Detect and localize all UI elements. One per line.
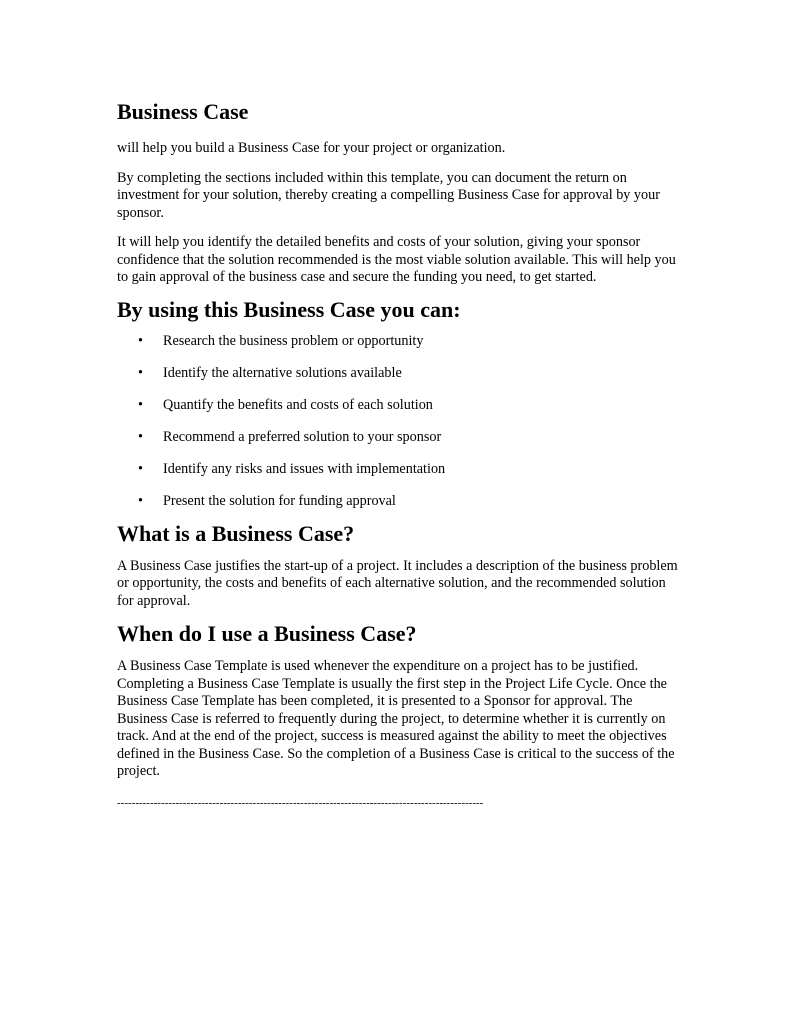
bullet-icon: • xyxy=(138,396,143,413)
list-item xyxy=(138,333,679,351)
list-item-text: Research the business problem or opportunity xyxy=(163,332,424,349)
bullet-icon: • xyxy=(138,332,143,349)
intro-text: will help you build a Business Case for your project or organization. xyxy=(117,140,506,156)
list-item xyxy=(138,461,679,479)
roi-paragraph: By completing the sections included within this template, you can document the return on investment for your solution, thereby creating a compelling Business Case for approval by your sponsor. xyxy=(117,169,660,221)
bullet-icon: • xyxy=(138,364,143,381)
benefits-list xyxy=(117,333,679,511)
using-heading: By using this Business Case you can: xyxy=(117,296,461,322)
when-heading: When do I use a Business Case? xyxy=(117,621,417,647)
page-title: Business Case xyxy=(117,99,249,124)
what-paragraph: A Business Case justifies the start-up of a project. It includes a description of the business problem or opportunity, the costs and benefits of each alternative solution, and the recommended solution for approval. xyxy=(117,557,678,609)
benefits-paragraph: It will help you identify the detailed benefits and costs of your solution, giving your sponsor confidence that the solution recommended is the most viable solution available. This will help you to gain approval of the business case and secure the funding you need, to get started. xyxy=(117,234,676,285)
list-item-text: Identify any risks and issues with implementation xyxy=(163,461,446,478)
list-item xyxy=(138,397,679,415)
list-item xyxy=(138,429,679,447)
when-paragraph: A Business Case Template is used whenever the expenditure on a project has to be justified. Completing a Business Case Template is usually the first step in the Project Life Cycle. Once the Business Case Template has been completed, it is presented to a Sponsor for approval. The Business Case is referred to frequently during the project, to determine whether it is currently on track. And at the end of the project, success is measured against the ability to meet the objectives defined in the Business Case. So the completion of a Business Case is critical to the success of the project. xyxy=(117,658,675,780)
list-item-text: Present the solution for funding approval xyxy=(163,493,396,510)
list-item xyxy=(138,365,679,383)
what-heading: What is a Business Case? xyxy=(117,520,355,546)
separator-line: ---------------------------------------------------------------------------------------------------- xyxy=(117,796,484,809)
list-item xyxy=(138,493,679,511)
bullet-icon: • xyxy=(138,429,143,446)
document-page xyxy=(117,98,679,810)
bullet-icon: • xyxy=(138,461,143,478)
list-item-text: Recommend a preferred solution to your sponsor xyxy=(163,429,442,446)
list-item-text: Identify the alternative solutions available xyxy=(163,364,402,381)
bullet-icon: • xyxy=(138,493,143,510)
list-item-text: Quantify the benefits and costs of each solution xyxy=(163,396,433,413)
